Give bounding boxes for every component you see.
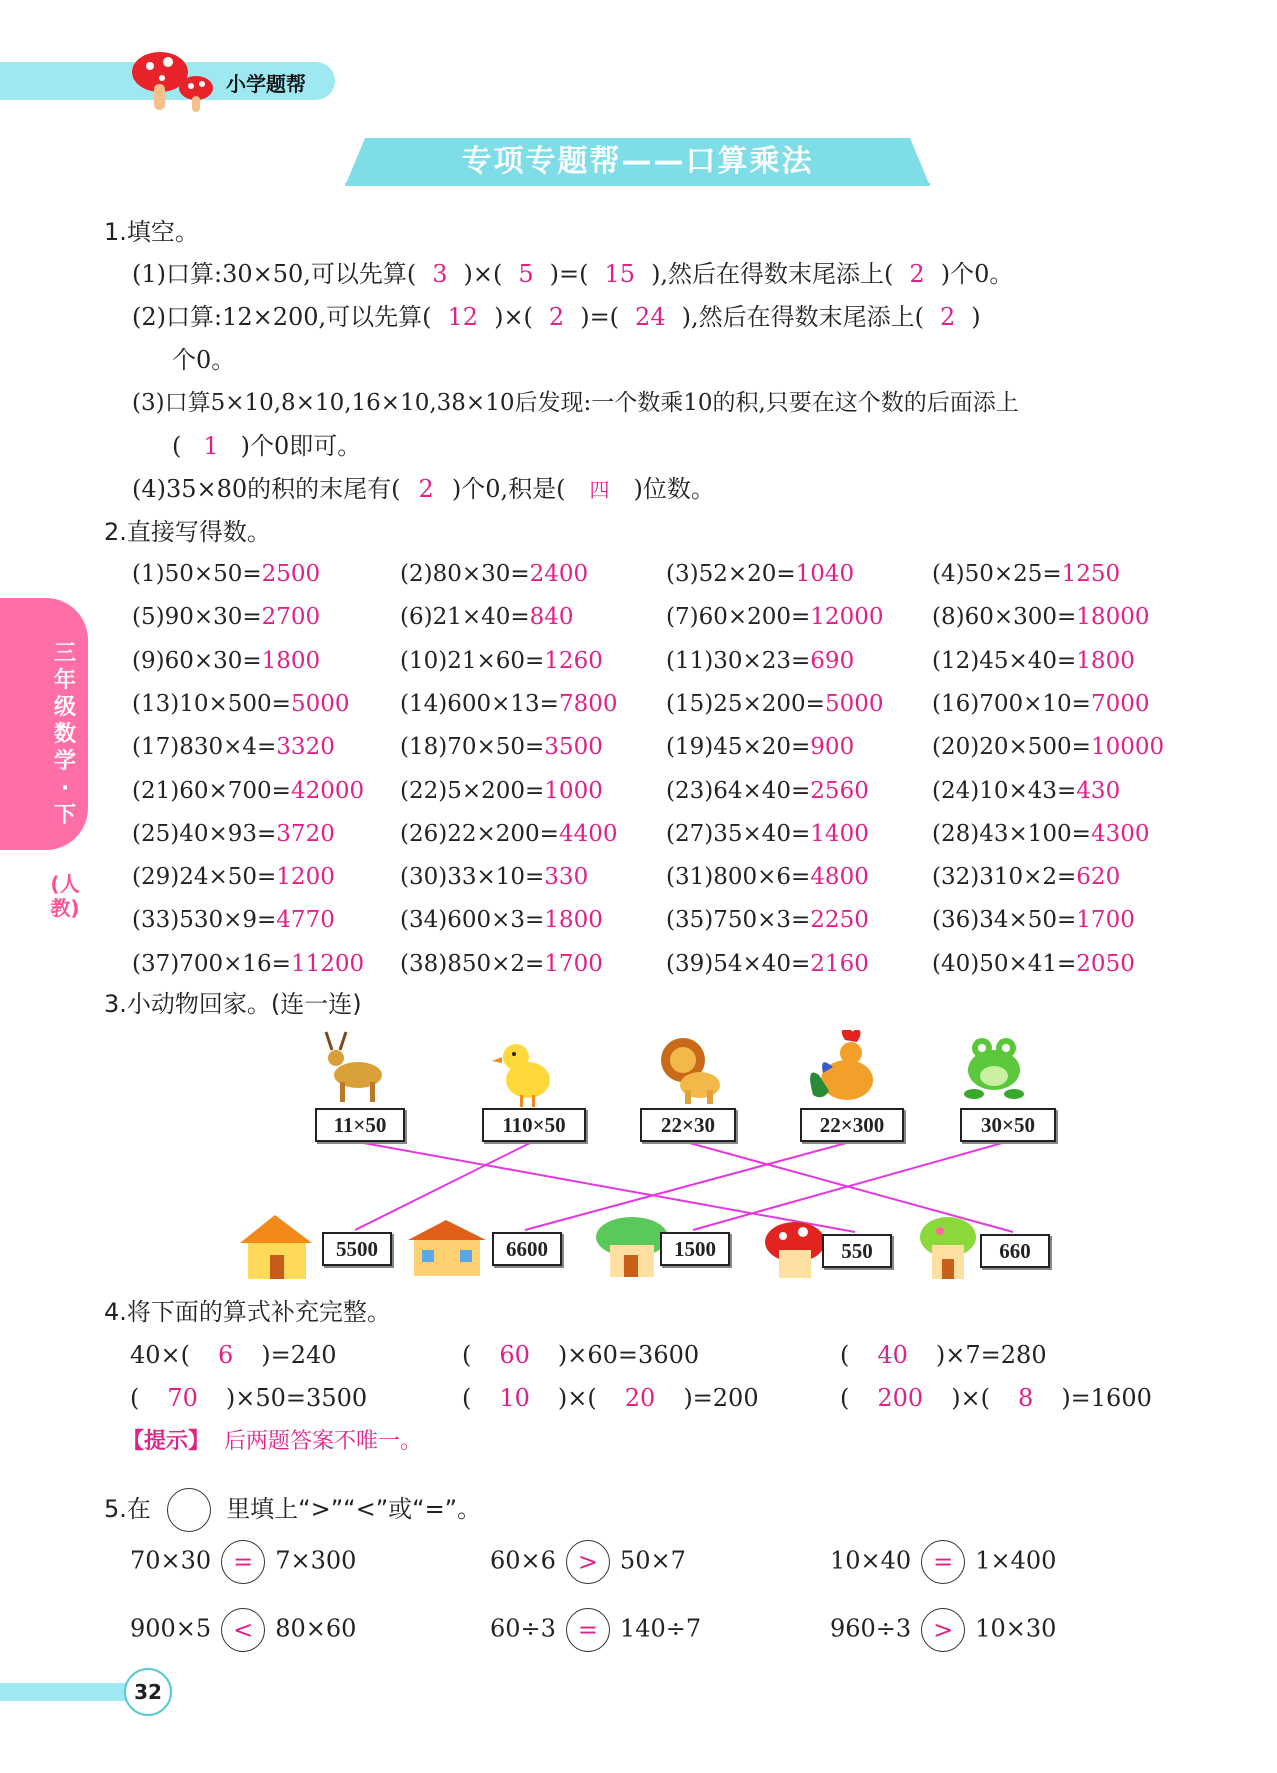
lion-icon (661, 1038, 720, 1104)
match-line (358, 1142, 855, 1232)
answer: 1000 (544, 777, 603, 804)
answer: 430 (1076, 777, 1121, 804)
mental-math-item (932, 950, 1135, 978)
answer: 3320 (276, 734, 335, 761)
section2-heading: 2.直接写得数。 (104, 518, 271, 546)
mental-math-item (132, 647, 320, 675)
question: (23)64×40= (666, 777, 811, 804)
answer: 10000 (1090, 734, 1165, 761)
question: (12)45×40= (932, 647, 1077, 674)
question: (9)60×30= (132, 647, 262, 674)
question: (32)310×2= (932, 864, 1077, 891)
deer-icon (326, 1032, 382, 1102)
mental-math-item (400, 733, 603, 761)
house-number-box[interactable]: 6600 (492, 1232, 562, 1266)
mental-math-item (666, 603, 883, 631)
answer: 3500 (544, 734, 603, 761)
compare-left: 70×30 (130, 1546, 212, 1575)
mental-math-item (400, 777, 603, 805)
question: (40)50×41= (932, 950, 1077, 977)
answer: 2050 (1076, 950, 1135, 977)
mental-math-item (932, 647, 1135, 675)
question: (11)30×23= (666, 647, 811, 674)
mental-math-item (666, 647, 854, 675)
answer: 1040 (795, 561, 855, 587)
house-number-box[interactable]: 660 (980, 1234, 1050, 1268)
compare-item (490, 1540, 686, 1584)
complete-eq-5: ( 10 )×( 20 )=200 (462, 1384, 759, 1412)
mental-math-item (932, 733, 1164, 761)
compare-left: 960÷3 (830, 1614, 912, 1643)
compare-sign-circle[interactable]: < (221, 1608, 265, 1652)
answer: 900 (810, 734, 855, 761)
mental-math-item (400, 950, 603, 978)
section3-heading: 3.小动物回家。(连一连) (104, 990, 362, 1018)
answer: 3720 (276, 820, 335, 847)
hint-text: 后两题答案不唯一。 (224, 1429, 423, 1454)
animal-expr-box[interactable]: 30×50 (960, 1108, 1056, 1142)
compare-left: 10×40 (830, 1546, 912, 1575)
mental-math-item (666, 690, 883, 718)
answer: 42000 (290, 777, 365, 804)
house-number-box[interactable]: 550 (822, 1234, 892, 1268)
answer: 2250 (810, 907, 869, 934)
answer: 4300 (1090, 820, 1150, 847)
question: (25)40×93= (132, 820, 277, 847)
hint-line (122, 1428, 422, 1456)
question: (30)33×10= (400, 864, 545, 891)
frog-icon (964, 1038, 1024, 1099)
compare-right: 140÷7 (619, 1614, 702, 1643)
complete-eq-6: ( 200 )×( 8 )=1600 (840, 1384, 1152, 1412)
question: (22)5×200= (400, 777, 545, 804)
answer: 7000 (1090, 690, 1150, 717)
compare-item (830, 1608, 1056, 1652)
question: (27)35×40= (666, 820, 811, 847)
heading-circle (167, 1488, 211, 1532)
question: (4)50×25= (932, 561, 1062, 587)
compare-sign-circle[interactable]: = (921, 1540, 965, 1584)
compare-item (830, 1540, 1056, 1584)
mental-math-item (666, 906, 869, 934)
mental-math-item (132, 820, 335, 848)
complete-eq-2: ( 60 )×60=3600 (462, 1341, 700, 1369)
compare-item (130, 1608, 356, 1652)
title-banner (345, 138, 930, 186)
question: (14)600×13= (400, 690, 559, 717)
mental-math-item (666, 777, 869, 805)
compare-sign-circle[interactable]: > (921, 1608, 965, 1652)
rooster-icon (810, 1030, 873, 1100)
answer: 1400 (810, 820, 869, 847)
compare-item (490, 1608, 701, 1652)
question: (17)830×4= (132, 734, 277, 761)
question: (26)22×200= (400, 820, 559, 847)
answer: 11200 (290, 950, 365, 977)
animal-expr-box[interactable]: 11×50 (315, 1108, 405, 1142)
question: (29)24×50= (132, 864, 277, 891)
compare-right: 7×300 (275, 1546, 357, 1575)
compare-sign-circle[interactable]: > (566, 1540, 610, 1584)
compare-left: 900×5 (130, 1614, 212, 1643)
fill-line-3b: ( 1 )个0即可。 (172, 432, 362, 460)
question: (6)21×40= (400, 604, 530, 631)
mushroom-logo-icon (128, 44, 223, 114)
compare-sign-circle[interactable]: = (566, 1608, 610, 1652)
question: (16)700×10= (932, 690, 1091, 717)
answer: 1700 (1076, 907, 1135, 934)
compare-right: 1×400 (975, 1546, 1057, 1575)
answer: 4800 (810, 864, 869, 891)
question: (13)10×500= (132, 690, 291, 717)
mental-math-item (132, 906, 335, 934)
question: (38)850×2= (400, 950, 545, 977)
mental-math-item (132, 863, 335, 891)
answer: 5000 (824, 690, 884, 717)
question: (7)60×200= (666, 604, 811, 631)
fill-line-1: (1)口算:30×50,可以先算( 3 )×( 5 )=( 15 ),然后在得数末尾添上( 2 )个0。 (132, 260, 1014, 288)
compare-right: 80×60 (275, 1614, 357, 1643)
question: (2)80×30= (400, 561, 530, 587)
question: (21)60×700= (132, 777, 291, 804)
mental-math-item (400, 863, 588, 891)
mental-math-item (666, 733, 854, 761)
animal-expr-box[interactable]: 22×300 (800, 1108, 904, 1142)
mental-math-item (400, 820, 617, 848)
fill-line-2b: 个0。 (172, 346, 236, 374)
question: (37)700×16= (132, 950, 291, 977)
compare-left: 60÷3 (490, 1614, 556, 1643)
section4-heading: 4.将下面的算式补充完整。 (104, 1298, 391, 1326)
answer: 840 (529, 604, 574, 631)
question: (1)50×50= (132, 561, 262, 587)
answer: 2160 (810, 950, 869, 977)
answer: 1260 (544, 647, 603, 674)
question: (28)43×100= (932, 820, 1091, 847)
section5-heading: 5.在 里填上“>”“<”或“=”。 (104, 1488, 481, 1532)
mental-math-item (666, 863, 869, 891)
animal-expr-box[interactable]: 22×30 (640, 1108, 736, 1142)
match-line (355, 1142, 532, 1230)
house-number-box[interactable]: 5500 (322, 1232, 392, 1266)
question: (35)750×3= (666, 907, 811, 934)
question: (5)90×30= (132, 604, 262, 631)
compare-item (130, 1540, 356, 1584)
mental-math-item (666, 560, 854, 588)
mental-math-item (932, 863, 1120, 891)
question: (19)45×20= (666, 734, 811, 761)
mental-math-item (932, 906, 1135, 934)
house-icon-red (765, 1222, 825, 1278)
house-icon-blue (408, 1220, 486, 1276)
hint-tag: 【提示】 (122, 1429, 211, 1454)
mental-math-item (400, 906, 603, 934)
compare-sign-circle[interactable]: = (221, 1540, 265, 1584)
mental-math-item (932, 690, 1149, 718)
answer: 4770 (276, 907, 335, 934)
mental-math-item (400, 647, 603, 675)
side-edition-label: (人教) (50, 872, 80, 920)
question: (31)800×6= (666, 864, 811, 891)
house-icon-mushroom (920, 1217, 976, 1279)
animal-expr-box[interactable]: 110×50 (482, 1108, 586, 1142)
house-number-box[interactable]: 1500 (660, 1232, 730, 1266)
match-line (525, 1142, 850, 1230)
question: (39)54×40= (666, 950, 811, 977)
compare-left: 60×6 (490, 1546, 556, 1575)
page-number: 32 (124, 1668, 172, 1716)
fill-line-2: (2)口算:12×200,可以先算( 12 )×( 2 )=( 24 ),然后在得数末尾添上( 2 ) (132, 303, 981, 331)
answer: 7800 (558, 690, 618, 717)
question: (3)52×20= (666, 561, 796, 587)
mental-math-item (666, 820, 869, 848)
mental-math-item (400, 603, 574, 631)
question: (36)34×50= (932, 907, 1077, 934)
mental-math-item (132, 777, 364, 805)
mental-math-item (400, 560, 588, 588)
answer: 4400 (558, 820, 618, 847)
answer: 620 (1076, 864, 1121, 891)
answer: 5000 (290, 690, 350, 717)
question: (8)60×300= (932, 604, 1077, 631)
question: (24)10×43= (932, 777, 1077, 804)
answer: 2400 (529, 561, 589, 587)
fill-line-4: (4)35×80的积的末尾有( 2 )个0,积是( 四 )位数。 (132, 475, 715, 503)
compare-right: 10×30 (975, 1614, 1057, 1643)
page-title: 专项专题帮——口算乘法 (461, 144, 814, 179)
answer: 18000 (1076, 604, 1150, 631)
answer: 12000 (810, 604, 884, 631)
complete-eq-4: ( 70 )×50=3500 (130, 1384, 368, 1412)
answer: 2700 (261, 604, 321, 631)
mental-math-item (932, 777, 1120, 805)
mental-math-item (666, 950, 869, 978)
answer: 2560 (810, 777, 869, 804)
question: (20)20×500= (932, 734, 1091, 761)
answer: 2500 (261, 561, 321, 587)
mental-math-item (132, 560, 320, 588)
complete-eq-1: 40×( 6 )=240 (130, 1341, 337, 1369)
question: (34)600×3= (400, 907, 545, 934)
house-icon-green (596, 1217, 668, 1277)
answer: 1700 (544, 950, 603, 977)
answer: 1250 (1061, 561, 1121, 587)
answer: 690 (810, 647, 855, 674)
complete-eq-3: ( 40 )×7=280 (840, 1341, 1047, 1369)
mental-math-item (932, 603, 1149, 631)
header-label: 小学题帮 (226, 72, 306, 96)
answer: 1200 (276, 864, 335, 891)
mental-math-item (932, 560, 1120, 588)
house-icon-orange (240, 1215, 312, 1279)
compare-right: 50×7 (619, 1546, 686, 1575)
answer: 1800 (544, 907, 603, 934)
mental-math-item (132, 603, 320, 631)
mental-math-item (400, 690, 617, 718)
question: (18)70×50= (400, 734, 545, 761)
question: (10)21×60= (400, 647, 545, 674)
mental-math-grid (132, 560, 1192, 980)
matching-diagram (0, 1030, 1277, 1320)
mental-math-item (132, 690, 349, 718)
fill-line-3: (3)口算5×10,8×10,16×10,38×10后发现:一个数乘10的积,只要在这个数的后面添上 (132, 390, 1019, 416)
question: (15)25×200= (666, 690, 825, 717)
section1-heading: 1.填空。 (104, 218, 199, 246)
answer: 330 (544, 864, 589, 891)
answer: 1800 (261, 647, 321, 674)
mental-math-item (132, 733, 335, 761)
answer: 1800 (1076, 647, 1135, 674)
chick-icon (492, 1044, 550, 1107)
mental-math-item (132, 950, 364, 978)
mental-math-item (932, 820, 1149, 848)
question: (33)530×9= (132, 907, 277, 934)
side-grade-label: 三年级数学·下 (53, 641, 76, 828)
